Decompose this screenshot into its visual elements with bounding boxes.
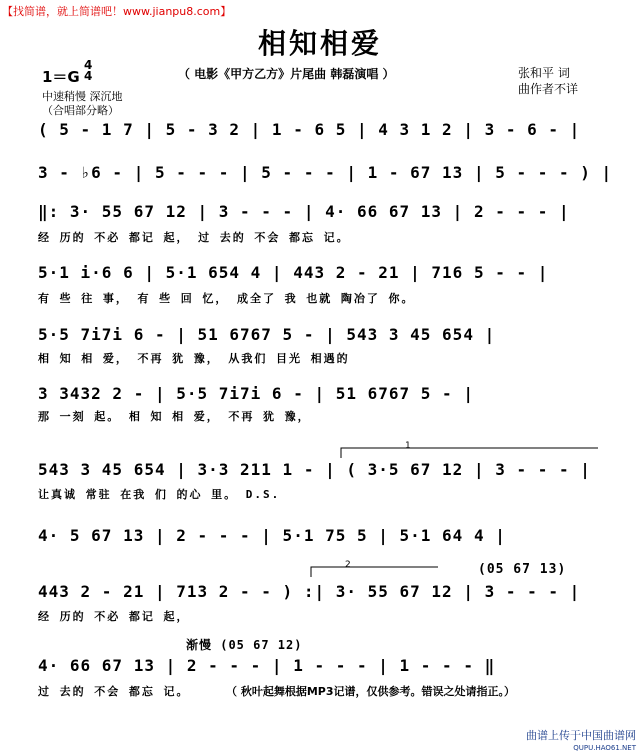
row-10-intro: 渐慢 (05 67 12) (186, 638, 303, 652)
transcription-note: （ 秋叶起舞根据MP3记谱，仅供参考。错误之处请指正。） (226, 685, 515, 698)
footer-line-2: QUPU.HAO61.NET (573, 744, 636, 752)
meter-top: 4 (84, 58, 93, 72)
lyrics-row-6: 那 一刻 起。 相 知 相 爱， 不再 犹 豫， (38, 410, 311, 423)
lyrics-row-10: 过 去的 不会 都忘 记。 (38, 685, 190, 698)
notation-row-10: 4· 66 67 13 | 2 - - - | 1 - - - | 1 - - - ‖ (38, 656, 496, 675)
notation-row-8: 4· 5 67 13 | 2 - - - | 5·1 75 5 | 5·1 64 4 | (38, 526, 506, 545)
notation-row-9: 443 2 - 21 | 713 2 - - ) :| 3· 55 67 12 | 3 - - - | (38, 582, 581, 601)
key-signature: 1＝G (42, 68, 80, 86)
row-8-tail-notes: (05 67 13) (478, 562, 567, 577)
site-banner[interactable]: 【找简谱，就上简谱吧！www.jianpu8.com】 (2, 5, 232, 18)
song-title: 相知相爱 (257, 27, 382, 60)
lyrics-row-3: 经 历的 不必 都记 起， 过 去的 不会 都忘 记。 (38, 231, 350, 244)
footer-line-1: 曲谱上传于中国曲谱网 (526, 729, 636, 742)
notation-row-1: ( 5 - 1 7 | 5 - 3 2 | 1 - 6 5 | 4 3 1 2 | 3 - 6 - | (38, 120, 581, 139)
lyrics-row-7: 让真诚 常驻 在我 们 的心 里。 D.S. (38, 488, 281, 501)
lyrics-row-4: 有 些 往 事， 有 些 回 忆， 成全了 我 也就 陶冶了 你。 (38, 292, 415, 305)
chorus-note: （合唱部分略） (42, 104, 119, 117)
notation-row-3: ‖: 3· 55 67 12 | 3 - - - | 4· 66 67 13 | 2 - - - | (38, 202, 570, 221)
notation-row-2: 3 - ♭6 - | 5 - - - | 5 - - - | 1 - 67 13 | 5 - - - ) | (38, 163, 613, 182)
composer: 曲作者不详 (518, 82, 579, 96)
site-footer[interactable] (484, 730, 636, 754)
volta-1-number: 1 (405, 441, 411, 451)
notation-row-4: 5·1 i·6 6 | 5·1 654 4 | 443 2 - 21 | 716 5 - - | (38, 263, 549, 282)
lyricist: 张和平 词 (518, 66, 570, 80)
tempo-marking: 中速稍慢 深沉地 (42, 90, 123, 103)
volta-2-bracket (310, 566, 440, 578)
notation-row-5: 5·5 7i7i 6 - | 51 6767 5 - | 543 3 45 654 | (38, 325, 496, 344)
time-signature (84, 60, 92, 82)
notation-row-7: 543 3 45 654 | 3·3 211 1 - | ( 3·5 67 12 | 3 - - - | (38, 460, 591, 479)
meter-bottom: 4 (84, 69, 93, 83)
volta-2-number: 2 (345, 560, 351, 570)
notation-row-6: 3 3432 2 - | 5·5 7i7i 6 - | 51 6767 5 - | (38, 384, 474, 403)
lyrics-row-9: 经 历的 不必 都记 起， (38, 610, 190, 623)
song-source: （ 电影《甲方乙方》片尾曲 韩磊演唱 ） (178, 67, 395, 81)
volta-1-bracket (340, 447, 600, 459)
lyrics-row-5: 相 知 相 爱， 不再 犹 豫， 从我们 目光 相遇的 (38, 352, 350, 365)
